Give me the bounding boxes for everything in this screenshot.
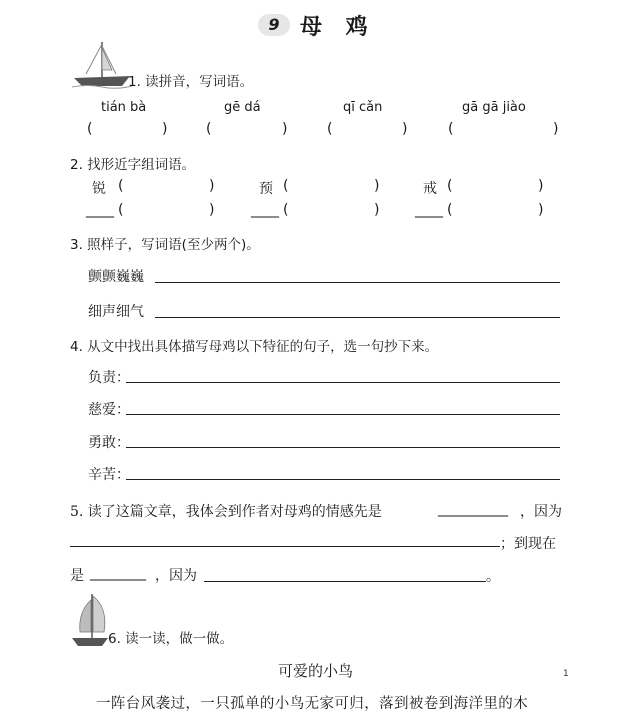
q1-answer-1-close: ): [162, 121, 168, 137]
q2-row2-open-2: (: [283, 202, 289, 218]
q1-answer-1-open: (: [87, 121, 93, 137]
q4-answer-line-1[interactable]: [126, 382, 560, 383]
q2-row1-close-1: ): [209, 178, 215, 194]
q1-answer-4-open: (: [448, 121, 454, 137]
q4-answer-line-4[interactable]: [126, 479, 560, 480]
q1-answer-2-open: (: [206, 121, 212, 137]
q6-heading: 6. 读一读，做一做。: [108, 631, 234, 647]
q3-answer-line-2[interactable]: [155, 317, 560, 318]
q2-char-1: 锐: [92, 181, 106, 197]
passage-title: 可爱的小鸟: [278, 662, 354, 680]
q1-pinyin-3: qī cǎn: [343, 100, 383, 115]
q2-blank-1[interactable]: ____: [86, 202, 114, 218]
q3-heading: 3. 照样子，写词语(至少两个)。: [70, 237, 260, 253]
q1-heading: 1. 读拼音，写词语。: [128, 74, 254, 90]
q2-char-3: 戒: [423, 181, 437, 197]
q2-row1-open-1: (: [118, 178, 124, 194]
q5-answer-line-1[interactable]: [70, 546, 500, 547]
q4-trait-1: 负责：: [88, 370, 130, 386]
margin-mark: 1: [563, 669, 569, 679]
q2-row2-close-2: ): [374, 202, 380, 218]
q5-text-4: 是: [70, 568, 84, 584]
q1-answer-2-close: ): [282, 121, 288, 137]
q2-row2-open-1: (: [118, 202, 124, 218]
sailboat-icon: [72, 40, 134, 90]
q3-example-1: 颤颤巍巍: [88, 269, 144, 285]
q4-answer-line-2[interactable]: [126, 414, 560, 415]
q3-answer-line-1[interactable]: [155, 282, 560, 283]
q2-row1-close-2: ): [374, 178, 380, 194]
q4-trait-4: 辛苦：: [88, 467, 130, 483]
q5-text-5: ，因为: [155, 568, 197, 584]
q1-answer-3-close: ): [402, 121, 408, 137]
q5-blank-2[interactable]: ________: [90, 565, 146, 581]
q4-trait-2: 慈爱：: [88, 402, 130, 418]
q1-pinyin-2: gē dá: [224, 100, 261, 115]
q2-row1-close-3: ): [538, 178, 544, 194]
q2-row2-open-3: (: [447, 202, 453, 218]
q2-row1-open-2: (: [283, 178, 289, 194]
passage-text: 一阵台风袭过，一只孤单的小鸟无家可归，落到被卷到海洋里的木: [96, 696, 529, 712]
q1-answer-4-close: ): [553, 121, 559, 137]
q4-answer-line-3[interactable]: [126, 447, 560, 448]
lesson-title: 母 鸡: [300, 14, 376, 40]
q2-row2-close-3: ): [538, 202, 544, 218]
q4-trait-3: 勇敢：: [88, 435, 130, 451]
q1-answer-3-open: (: [327, 121, 333, 137]
q5-text-2: ，因为: [520, 504, 562, 520]
q1-pinyin-1: tián bà: [101, 100, 147, 115]
q2-blank-2[interactable]: ____: [251, 202, 279, 218]
q4-heading: 4. 从文中找出具体描写母鸡以下特征的句子，选一句抄下来。: [70, 339, 439, 355]
q5-blank-1[interactable]: __________: [438, 501, 508, 517]
q2-blank-3[interactable]: ____: [415, 202, 443, 218]
q1-pinyin-4: gā gā jiào: [462, 100, 526, 115]
q3-example-2: 细声细气: [88, 304, 144, 320]
q2-row2-close-1: ): [209, 202, 215, 218]
q2-char-2: 预: [259, 181, 273, 197]
q5-answer-line-2[interactable]: [204, 581, 486, 582]
q2-row1-open-3: (: [447, 178, 453, 194]
q5-text-1: 5. 读了这篇文章，我体会到作者对母鸡的情感先是: [70, 504, 382, 520]
lesson-number: 9: [258, 14, 290, 36]
q5-text-end: 。: [486, 569, 500, 585]
sailboat-icon: [70, 592, 110, 650]
q5-text-3: ；到现在: [500, 536, 556, 552]
q2-heading: 2. 找形近字组词语。: [70, 157, 196, 173]
